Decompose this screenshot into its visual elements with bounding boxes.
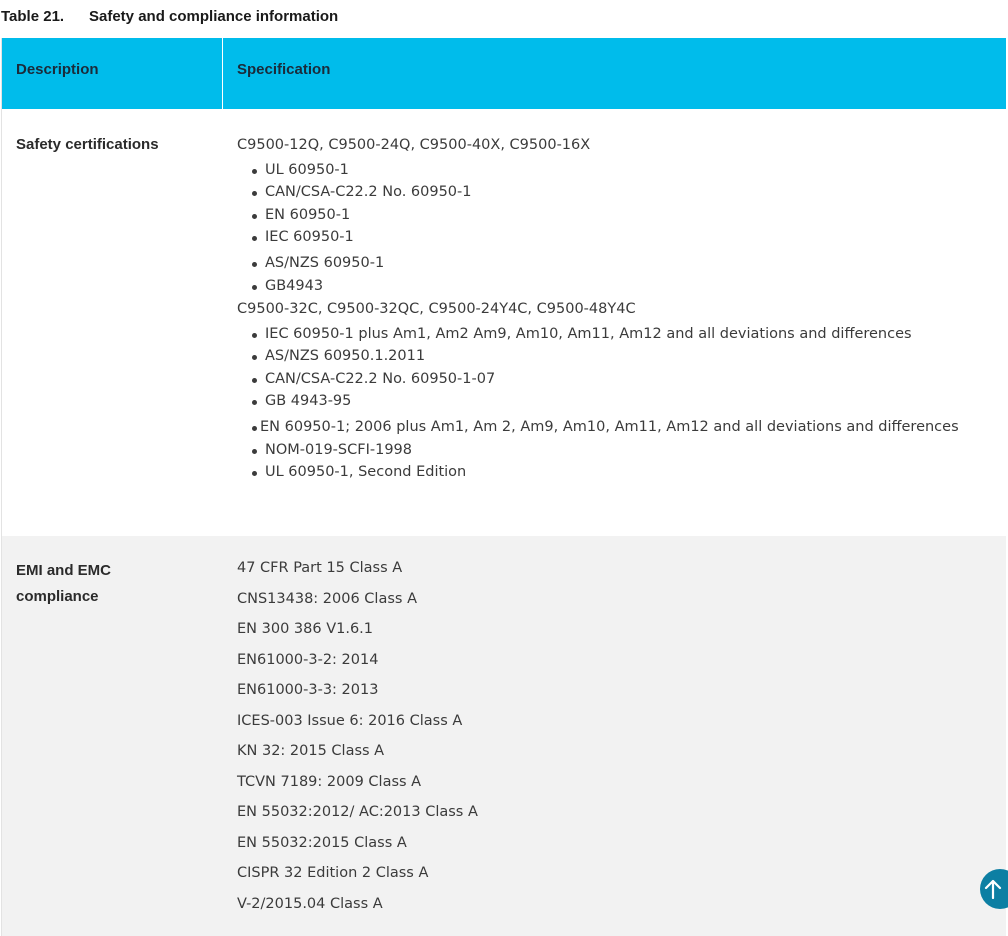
list-item: GB 4943-95 xyxy=(237,392,966,410)
table-number: Table 21. xyxy=(1,8,65,25)
group2-list xyxy=(237,325,1006,481)
emi-label-line2: compliance xyxy=(16,588,99,605)
list-item: IEC 60950-1 plus Am1, Am2 Am9, Am10, Am11, Am12 and all deviations and differences xyxy=(237,325,966,343)
group1-list xyxy=(237,161,1006,295)
list-item: AS/NZS 60950.1.2011 xyxy=(237,347,966,365)
emi-emc-spec xyxy=(223,536,1006,936)
safety-certifications-label: Safety certifications xyxy=(16,136,159,153)
emi-standard: EN 300 386 V1.6.1 xyxy=(237,621,374,637)
emi-standard: 47 CFR Part 15 Class A xyxy=(237,560,403,576)
table-caption xyxy=(1,8,338,25)
list-item: UL 60950-1, Second Edition xyxy=(237,463,966,481)
group2-models: C9500-32C, C9500-32QC, C9500-24Y4C, C9500-48Y4C xyxy=(237,300,636,317)
header-specification: Specification xyxy=(237,61,331,78)
group1-models: C9500-12Q, C9500-24Q, C9500-40X, C9500-16X xyxy=(237,137,591,153)
list-item: NOM-019-SCFI-1998 xyxy=(237,441,966,459)
list-item: EN 60950-1; 2006 plus Am1, Am 2, Am9, Am10, Am11, Am12 and all deviations and differences xyxy=(237,418,966,436)
emi-standard: EN61000-3-3: 2013 xyxy=(237,682,379,698)
list-item: UL 60950-1 xyxy=(237,161,966,179)
emi-standard: EN61000-3-2: 2014 xyxy=(237,651,379,668)
emi-standard: EN 55032:2015 Class A xyxy=(237,834,407,851)
emi-standard: CISPR 32 Edition 2 Class A xyxy=(237,865,429,881)
table-title: Safety and compliance information xyxy=(89,8,339,25)
table-row-safety xyxy=(2,109,1006,536)
table-header xyxy=(2,38,1006,109)
emi-standard: EN 55032:2012/ AC:2013 Class A xyxy=(237,804,478,820)
table-row-emi xyxy=(2,536,1006,936)
emi-standard: KN 32: 2015 Class A xyxy=(237,743,385,759)
header-description: Description xyxy=(2,38,223,109)
list-item: EN 60950-1 xyxy=(237,206,966,224)
list-item: GB4943 xyxy=(237,277,966,295)
safety-certifications-spec xyxy=(223,109,1006,536)
list-item: AS/NZS 60950-1 xyxy=(237,254,966,272)
emi-emc-label xyxy=(2,536,223,936)
list-item: CAN/CSA-C22.2 No. 60950-1-07 xyxy=(237,370,966,388)
list-item: CAN/CSA-C22.2 No. 60950-1 xyxy=(237,183,966,201)
emi-standard: CNS13438: 2006 Class A xyxy=(237,590,417,607)
emi-standard: V-2/2015.04 Class A xyxy=(237,895,383,912)
safety-compliance-table xyxy=(1,38,1006,936)
list-item: IEC 60950-1 xyxy=(237,228,966,246)
emi-standard: TCVN 7189: 2009 Class A xyxy=(237,773,422,790)
emi-label-line1: EMI and EMC xyxy=(16,562,112,579)
arrow-up-icon xyxy=(984,879,1002,899)
emi-standard: ICES-003 Issue 6: 2016 Class A xyxy=(237,712,463,729)
